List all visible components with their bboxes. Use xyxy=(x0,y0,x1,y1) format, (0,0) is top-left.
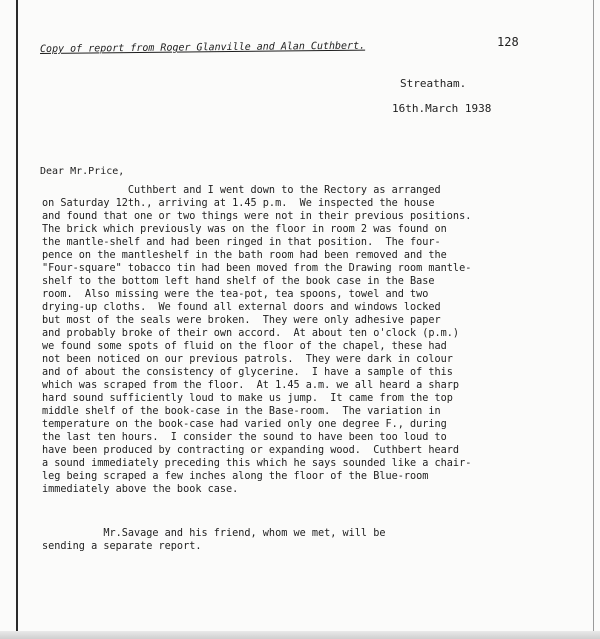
closing-line: sending a separate report. xyxy=(42,541,202,552)
body-line: a sound immediately preceding this which he says sounded like a chair- xyxy=(42,458,472,469)
body-line: immediately above the book case. xyxy=(42,484,239,495)
letter-place: Streatham. xyxy=(400,77,467,90)
body-line: The brick which previously was on the floor in room 2 was found on xyxy=(42,224,447,235)
body-line: which was scraped from the floor. At 1.45 a.m. we all heard a sharp xyxy=(42,380,460,391)
body-line: Cuthbert and I went down to the Rectory as arranged xyxy=(42,185,441,196)
body-line: pence on the mantleshelf in the bath room had been removed and the xyxy=(42,250,447,261)
letter-date: 16th.March 1938 xyxy=(392,102,492,115)
body-line: room. Also missing were the tea-pot, tea spoons, towel and two xyxy=(42,289,429,300)
scan-bottom-edge xyxy=(0,631,600,639)
body-line: drying-up cloths. We found all external doors and windows locked xyxy=(42,302,441,313)
body-line: and found that one or two things were not in their previous positions. xyxy=(42,211,472,222)
body-line: temperature on the book-case had varied only one degree F., during xyxy=(42,419,447,430)
body-line: and probably broke of their own accord. At about ten o'clock (p.m.) xyxy=(42,328,460,339)
body-line: hard sound sufficiently loud to make us jump. It came from the top xyxy=(42,393,453,404)
body-line: "Four-square" tobacco tin had been moved from the Drawing room mantle- xyxy=(42,263,472,274)
body-line: the mantle-shelf and had been ringed in that position. The four- xyxy=(42,237,441,248)
report-heading: Copy of report from Roger Glanville and Alan Cuthbert. xyxy=(39,40,366,55)
closing-line: Mr.Savage and his friend, whom we met, will be xyxy=(42,528,386,539)
body-line: on Saturday 12th., arriving at 1.45 p.m. We inspected the house xyxy=(42,198,435,209)
body-line: middle shelf of the book-case in the Base-room. The variation in xyxy=(42,406,441,417)
body-line: have been produced by contracting or expanding wood. Cuthbert heard xyxy=(42,445,460,456)
body-line: the last ten hours. I consider the sound to have been too loud to xyxy=(42,432,447,443)
salutation: Dear Mr.Price, xyxy=(40,166,125,177)
body-line: not been noticed on our previous patrols. They were dark in colour xyxy=(42,354,453,365)
body-line: but most of the seals were broken. They were only adhesive paper xyxy=(42,315,441,326)
body-line: leg being scraped a few inches along the floor of the Blue-room xyxy=(42,471,429,482)
body-line: and of about the consistency of glycerine. I have a sample of this xyxy=(42,367,453,378)
page-number: 128 xyxy=(497,35,519,49)
body-line: shelf to the bottom left hand shelf of the book case in the Base xyxy=(42,276,435,287)
body-line: we found some spots of fluid on the floor of the chapel, these had xyxy=(42,341,447,352)
